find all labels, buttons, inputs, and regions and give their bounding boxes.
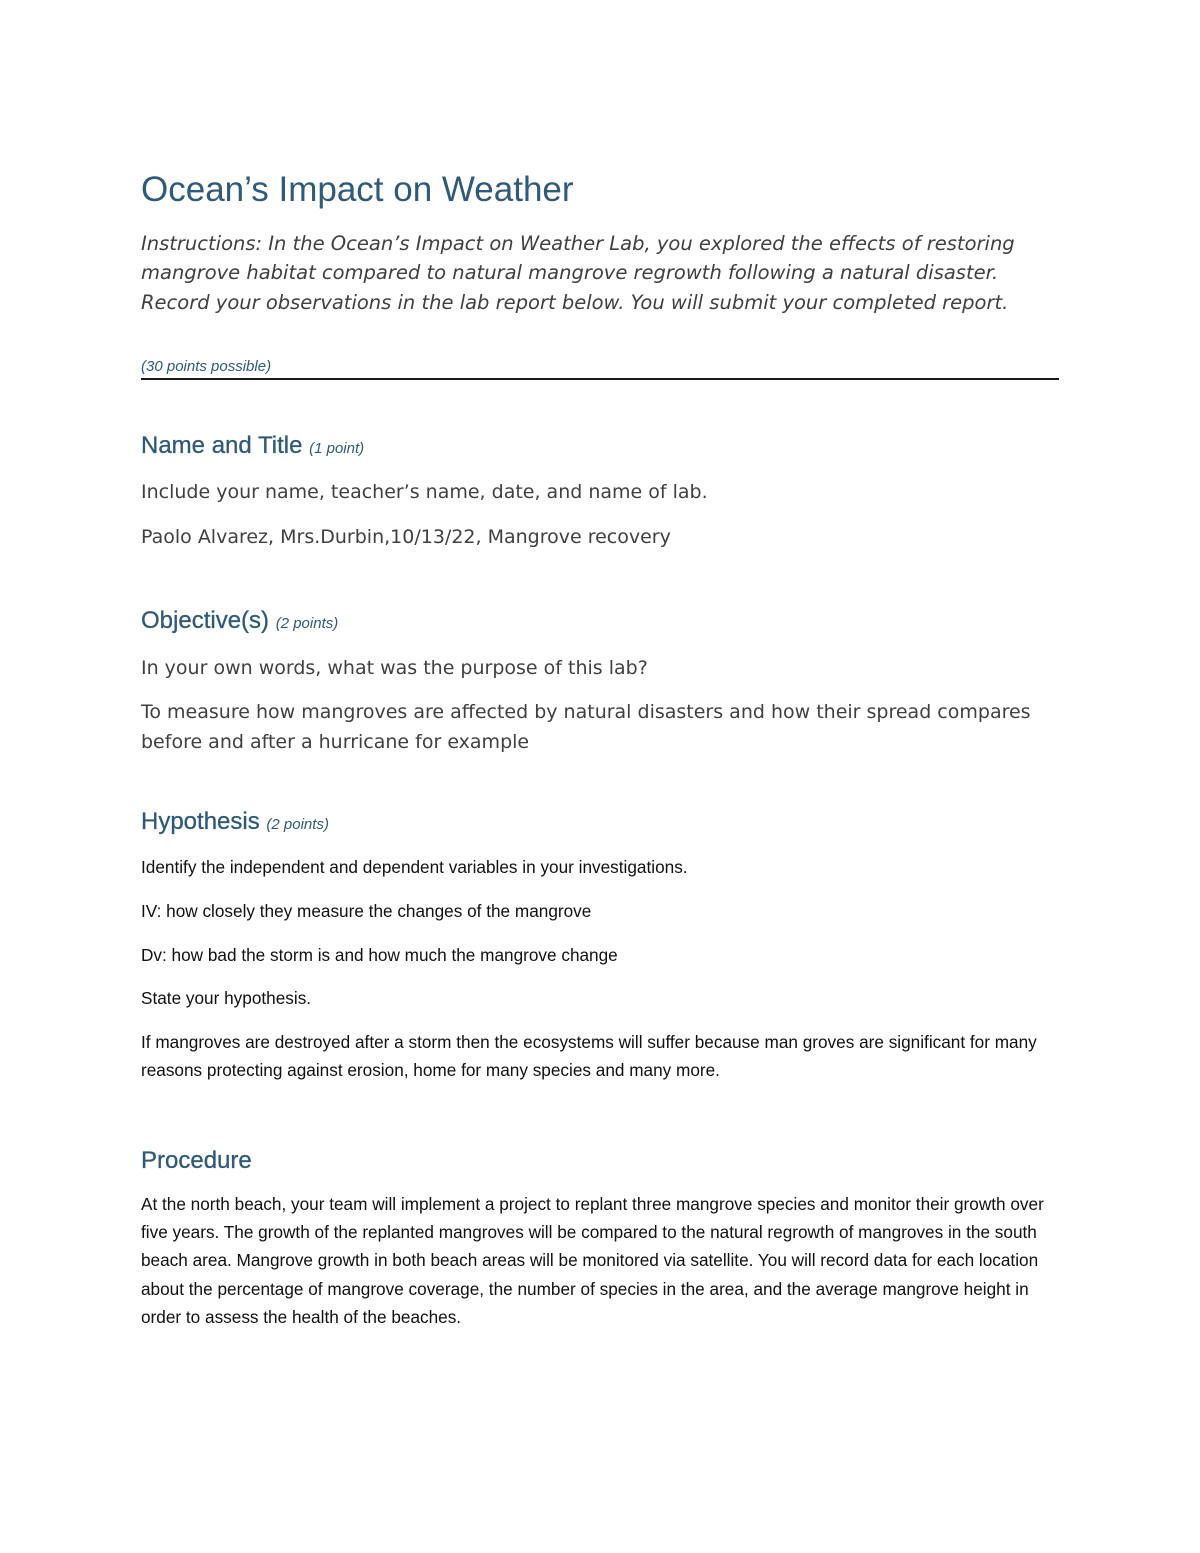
document-title: Ocean’s Impact on Weather [141,170,574,209]
section-points: (2 points) [275,615,339,632]
instructions-text: Instructions: In the Ocean’s Impact on Weather Lab, you explored the effects of restoring mangrove habitat compared to natural mangrove regrowth following a natural disaster. Record your observations in the lab report below. You will submit your completed report. [141,232,1015,314]
section-heading-objectives [141,607,338,635]
total-points-note: (30 points possible) [141,358,272,375]
hypothesis-prompt: State your hypothesis. [141,988,312,1008]
section-points: (2 points) [266,816,329,833]
objectives-prompt: In your own words, what was the purpose of this lab? [141,657,648,679]
variables-prompt: Identify the independent and dependent variables in your investigations. [141,857,688,877]
independent-variable-answer[interactable]: IV: how closely they measure the changes of the mangrove [141,901,592,921]
name-title-answer[interactable]: Paolo Alvarez, Mrs.Durbin,10/13/22, Mangrove recovery [141,526,671,548]
section-heading-hypothesis [141,808,329,836]
header-divider [141,378,1059,380]
section-title: Objective(s) [141,607,270,634]
hypothesis-answer[interactable]: If mangroves are destroyed after a storm then the ecosystems will suffer because man groves are significant for many reasons protecting against erosion, home for many species and many more. [141,1032,1037,1081]
dependent-variable-answer[interactable]: Dv: how bad the storm is and how much the mangrove change [141,945,618,965]
section-title: Name and Title [141,432,303,459]
objectives-answer[interactable]: To measure how mangroves are affected by natural disasters and how their spread compares before and after a hurricane for example [141,701,1031,753]
section-title: Procedure [141,1147,252,1174]
section-points: (1 point) [309,440,365,457]
procedure-text: At the north beach, your team will implement a project to replant three mangrove species and monitor their growth over five years. The growth of the replanted mangroves will be compared to the natural regrowth of mangroves in the south beach area. Mangrove growth in both beach areas will be monitored via satellite. You will record data for each location about the percentage of mangrove coverage, the number of species in the area, and the average mangrove height in order to assess the health of the beaches. [141,1194,1044,1327]
section-title: Hypothesis [141,808,260,835]
section-heading-name-title [141,432,364,460]
section-heading-procedure [141,1147,252,1175]
name-title-prompt: Include your name, teacher’s name, date, and name of lab. [141,481,708,503]
